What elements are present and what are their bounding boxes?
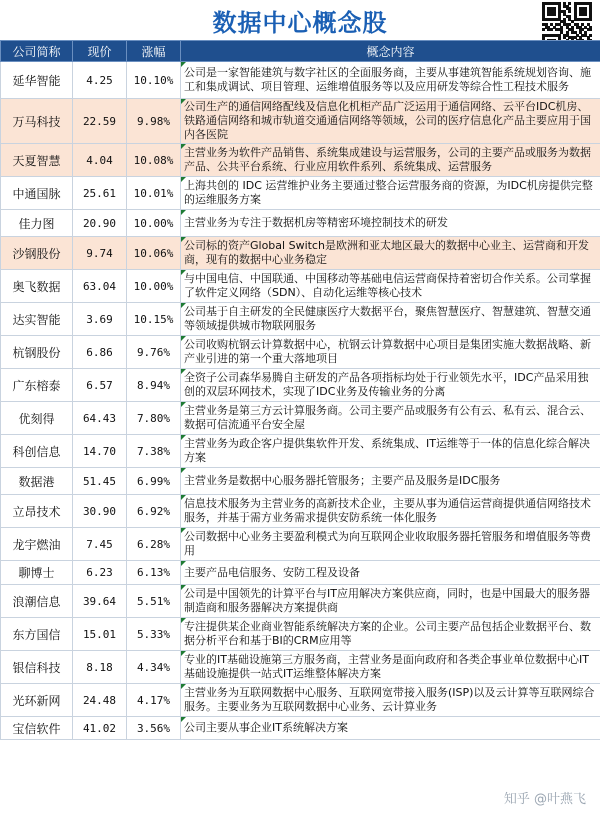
price-change: 5.33% — [127, 618, 181, 651]
cell-comment-marker-icon — [181, 177, 186, 182]
table-row — [1, 210, 600, 237]
concept-description: 主营业务为专注于数据机房等精密环境控制技术的研发 — [181, 210, 600, 237]
price-change: 6.99% — [127, 468, 181, 495]
concept-description: 主营业务为软件产品销售、系统集成建设与运营服务，公司的主要产品或服务为数据产品、公共平台系统、行业应用软件系列、系统集成、运营服务 — [181, 144, 600, 177]
concept-description: 主营业务是第三方云计算服务商。公司主要产品或服务有公有云、私有云、混合云、数据可信流通平台安全屋 — [181, 402, 600, 435]
price-change: 5.51% — [127, 585, 181, 618]
concept-description: 主营业务为政企客户提供集软件开发、系统集成、IT运维等于一体的信息化综合解决方案 — [181, 435, 600, 468]
cell-comment-marker-icon — [181, 561, 186, 566]
concept-description: 专业的IT基础设施第三方服务商，主营业务是面向政府和各类企事业单位数据中心IT基础设施提供一站式IT运维整体解决方案 — [181, 651, 600, 684]
page-title: 数据中心概念股 — [212, 8, 388, 37]
company-name: 宝信软件 — [1, 717, 73, 740]
table-row — [1, 651, 600, 684]
company-name: 科创信息 — [1, 435, 73, 468]
stock-table — [0, 40, 600, 740]
current-price: 63.04 — [73, 270, 127, 303]
table-row — [1, 303, 600, 336]
concept-description: 公司主要从事企业IT系统解决方案 — [181, 717, 600, 740]
price-change: 6.28% — [127, 528, 181, 561]
concept-description: 公司是中国领先的计算平台与IT应用解决方案供应商，同时，也是中国最大的服务器制造商和服务器解决方案提供商 — [181, 585, 600, 618]
current-price: 41.02 — [73, 717, 127, 740]
table-row — [1, 585, 600, 618]
current-price: 6.23 — [73, 561, 127, 585]
company-name: 龙宇燃油 — [1, 528, 73, 561]
concept-description: 公司数据中心业务主要盈利模式为向互联网企业收取服务器托管服务和增值服务等费用 — [181, 528, 600, 561]
table-row — [1, 62, 600, 99]
company-name: 达实智能 — [1, 303, 73, 336]
cell-comment-marker-icon — [181, 369, 186, 374]
company-name: 中通国脉 — [1, 177, 73, 210]
price-change: 10.00% — [127, 270, 181, 303]
table-row — [1, 369, 600, 402]
header-change: 涨幅 — [127, 41, 181, 62]
table-row — [1, 402, 600, 435]
company-name: 优刻得 — [1, 402, 73, 435]
header-price: 现价 — [73, 41, 127, 62]
table-row — [1, 177, 600, 210]
table-row — [1, 561, 600, 585]
price-change: 7.80% — [127, 402, 181, 435]
current-price: 24.48 — [73, 684, 127, 717]
cell-comment-marker-icon — [181, 270, 186, 275]
current-price: 6.86 — [73, 336, 127, 369]
cell-comment-marker-icon — [181, 435, 186, 440]
current-price: 6.57 — [73, 369, 127, 402]
cell-comment-marker-icon — [181, 684, 186, 689]
cell-comment-marker-icon — [181, 303, 186, 308]
price-change: 4.17% — [127, 684, 181, 717]
concept-description: 主要产品电信服务、安防工程及设备 — [181, 561, 600, 585]
concept-description: 全资子公司森华易腾自主研发的产品各项指标均处于行业领先水平，IDC产品采用独创的双层环网技术，实现了IDC业务及传输业务的分离 — [181, 369, 600, 402]
header-company: 公司简称 — [1, 41, 73, 62]
current-price: 3.69 — [73, 303, 127, 336]
company-name: 东方国信 — [1, 618, 73, 651]
price-change: 6.92% — [127, 495, 181, 528]
cell-comment-marker-icon — [181, 618, 186, 623]
company-name: 立昂技术 — [1, 495, 73, 528]
price-change: 10.01% — [127, 177, 181, 210]
current-price: 15.01 — [73, 618, 127, 651]
cell-comment-marker-icon — [181, 144, 186, 149]
table-row — [1, 495, 600, 528]
cell-comment-marker-icon — [181, 237, 186, 242]
price-change: 8.94% — [127, 369, 181, 402]
cell-comment-marker-icon — [181, 528, 186, 533]
table-row — [1, 144, 600, 177]
company-name: 银信科技 — [1, 651, 73, 684]
cell-comment-marker-icon — [181, 495, 186, 500]
cell-comment-marker-icon — [181, 210, 186, 215]
current-price: 14.70 — [73, 435, 127, 468]
company-name: 天夏智慧 — [1, 144, 73, 177]
company-name: 佳力图 — [1, 210, 73, 237]
concept-description: 公司是一家智能建筑与数字社区的全面服务商，主要从事建筑智能系统规划咨询、施工和集成调试、项目管理、运维增值服务等以及应用研发等综合性工程技术服务 — [181, 62, 600, 99]
cell-comment-marker-icon — [181, 402, 186, 407]
current-price: 4.25 — [73, 62, 127, 99]
current-price: 25.61 — [73, 177, 127, 210]
concept-description: 公司标的资产Global Switch是欧洲和亚太地区最大的数据中心业主、运营商和开发商，现有的数据中心业务稳定 — [181, 237, 600, 270]
table-header-row — [1, 41, 600, 62]
price-change: 3.56% — [127, 717, 181, 740]
concept-description: 公司基于自主研发的全民健康医疗大数据平台，聚焦智慧医疗、智慧建筑、智慧交通等领域提供城市物联网服务 — [181, 303, 600, 336]
current-price: 8.18 — [73, 651, 127, 684]
table-row — [1, 336, 600, 369]
concept-description: 主营业务为互联网数据中心服务、互联网宽带接入服务(ISP)以及云计算等互联网综合服务。主要业务为互联网数据中心业务、云计算业务 — [181, 684, 600, 717]
current-price: 30.90 — [73, 495, 127, 528]
table-row — [1, 717, 600, 740]
cell-comment-marker-icon — [181, 99, 186, 104]
table-row — [1, 528, 600, 561]
company-name: 广东榕泰 — [1, 369, 73, 402]
price-change: 4.34% — [127, 651, 181, 684]
concept-description: 上海共创的 IDC 运营维护业务主要通过整合运营服务商的资源，为IDC机房提供完整的运维服务方案 — [181, 177, 600, 210]
table-row — [1, 99, 600, 144]
table-body — [1, 62, 600, 740]
table-row — [1, 684, 600, 717]
concept-description: 与中国电信、中国联通、中国移动等基础电信运营商保持着密切合作关系。公司掌握了软件定义网络（SDN）、自动化运维等核心技术 — [181, 270, 600, 303]
table-row — [1, 468, 600, 495]
current-price: 39.64 — [73, 585, 127, 618]
company-name: 万马科技 — [1, 99, 73, 144]
current-price: 22.59 — [73, 99, 127, 144]
price-change: 10.15% — [127, 303, 181, 336]
company-name: 沙钢股份 — [1, 237, 73, 270]
company-name: 奥飞数据 — [1, 270, 73, 303]
current-price: 9.74 — [73, 237, 127, 270]
current-price: 64.43 — [73, 402, 127, 435]
price-change: 6.13% — [127, 561, 181, 585]
price-change: 9.98% — [127, 99, 181, 144]
watermark: 知乎 @叶燕飞 — [503, 792, 586, 807]
table-row — [1, 237, 600, 270]
cell-comment-marker-icon — [181, 336, 186, 341]
company-name: 杭钢股份 — [1, 336, 73, 369]
table-row — [1, 618, 600, 651]
cell-comment-marker-icon — [181, 717, 186, 722]
price-change: 10.00% — [127, 210, 181, 237]
table-row — [1, 270, 600, 303]
company-name: 聊博士 — [1, 561, 73, 585]
current-price: 51.45 — [73, 468, 127, 495]
concept-description: 公司生产的通信网络配线及信息化机柜产品广泛运用于通信网络、云平台IDC机房、铁路通信网络和城市轨道交通通信网络等领域，公司的医疗信息化产品主要应用于国内各医院 — [181, 99, 600, 144]
table-row — [1, 435, 600, 468]
price-change: 10.08% — [127, 144, 181, 177]
company-name: 浪潮信息 — [1, 585, 73, 618]
company-name: 数据港 — [1, 468, 73, 495]
page-title-bar — [0, 0, 600, 40]
cell-comment-marker-icon — [181, 651, 186, 656]
price-change: 10.06% — [127, 237, 181, 270]
header-concept: 概念内容 — [181, 41, 600, 62]
concept-description: 公司收购杭钢云计算数据中心，杭钢云计算数据中心项目是集团实施大数据战略、新产业引进的第一个重大落地项目 — [181, 336, 600, 369]
price-change: 9.76% — [127, 336, 181, 369]
cell-comment-marker-icon — [181, 62, 186, 67]
company-name: 光环新网 — [1, 684, 73, 717]
cell-comment-marker-icon — [181, 468, 186, 473]
cell-comment-marker-icon — [181, 585, 186, 590]
concept-description: 专注提供某企业商业智能系统解决方案的企业。公司主要产品包括企业数据平台、数据分析平台和基于BI的CRM应用等 — [181, 618, 600, 651]
price-change: 7.38% — [127, 435, 181, 468]
company-name: 延华智能 — [1, 62, 73, 99]
current-price: 4.04 — [73, 144, 127, 177]
price-change: 10.10% — [127, 62, 181, 99]
concept-description: 信息技术服务为主营业务的高新技术企业，主要从事为通信运营商提供通信网络技术服务，并基于需方业务需求提供安防系统一体化服务 — [181, 495, 600, 528]
concept-description: 主营业务是数据中心服务器托管服务；主要产品及服务是IDC服务 — [181, 468, 600, 495]
current-price: 7.45 — [73, 528, 127, 561]
current-price: 20.90 — [73, 210, 127, 237]
